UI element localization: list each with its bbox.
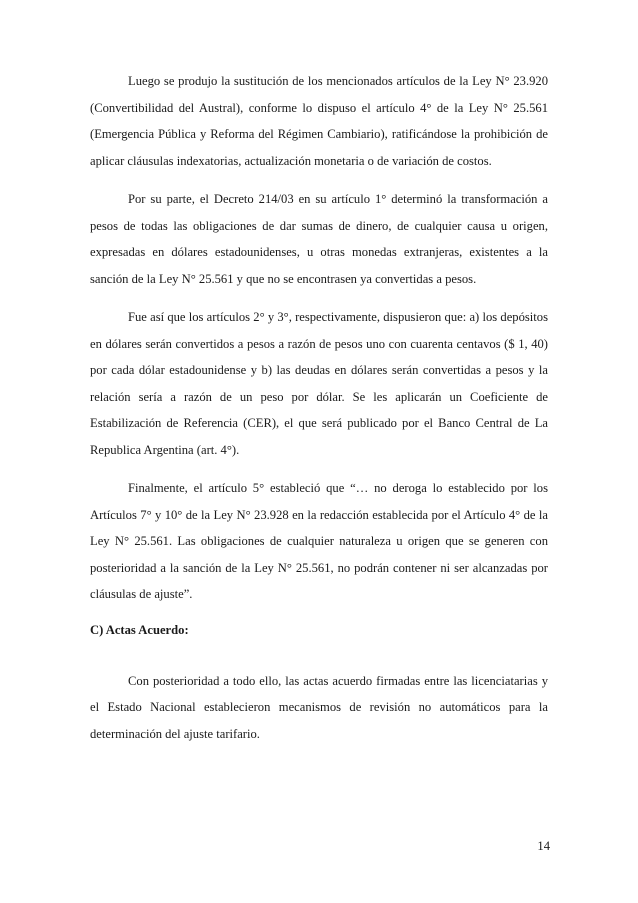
paragraph-ley-sustitucion: Luego se produjo la sustitución de los mencionados artículos de la Ley N° 23.920 (Convertibilidad del Austral), conforme lo dispuso el artículo 4° de la Ley N° 25.561 (Emergencia Pública y Reforma del Régimen Cambiario), ratificándose la prohibición de aplicar cláusulas indexatorias, actualización monetaria o de variación de costos.: [90, 74, 548, 168]
page-body: [90, 68, 548, 759]
paragraph-articulo-5: Finalmente, el artículo 5° estableció que “… no deroga lo establecido por los Artículos 7° y 10° de la Ley N° 23.928 en la redacción establecida por el Artículo 4° de la Ley N° 25.561. Las obligaciones de cualquier naturaleza u origen que se generen con posterioridad a la sanción de la Ley N° 25.561, no podrán contener ni ser alcanzadas por cláusulas de ajuste”.: [90, 481, 548, 601]
section-heading: C) Actas Acuerdo:: [90, 622, 189, 637]
paragraph-actas-acuerdo: Con posterioridad a todo ello, las actas acuerdo firmadas entre las licenciatarias y el Estado Nacional establecieron mecanismos de revisión no automáticos para la determinación del ajuste tarifario.: [90, 673, 548, 741]
paragraph-decreto-214: Por su parte, el Decreto 214/03 en su artículo 1° determinó la transformación a pesos de todas las obligaciones de dar sumas de dinero, de cualquier causa u origen, expresadas en dólares estadounidenses, u otras monedas extranjeras, existentes a la sanción de la Ley N° 25.561 y que no se encontrasen ya convertidas a pesos.: [90, 192, 548, 286]
paragraph-articulos-2-3: Fue así que los artículos 2° y 3°, respectivamente, dispusieron que: a) los depósitos en dólares serán convertidos a pesos a razón de pesos uno con cuarenta centavos ($ 1, 40) por cada dólar estadounidense y b) las deudas en dólares serán convertidas a pesos y la relación sería a razón de un peso por dólar. Se les aplicarán un Coeficiente de Estabilización de Referencia (CER), el que será publicado por el Banco Central de La Republica Argentina (art. 4°).: [90, 310, 548, 457]
page-number: 14: [537, 839, 550, 853]
